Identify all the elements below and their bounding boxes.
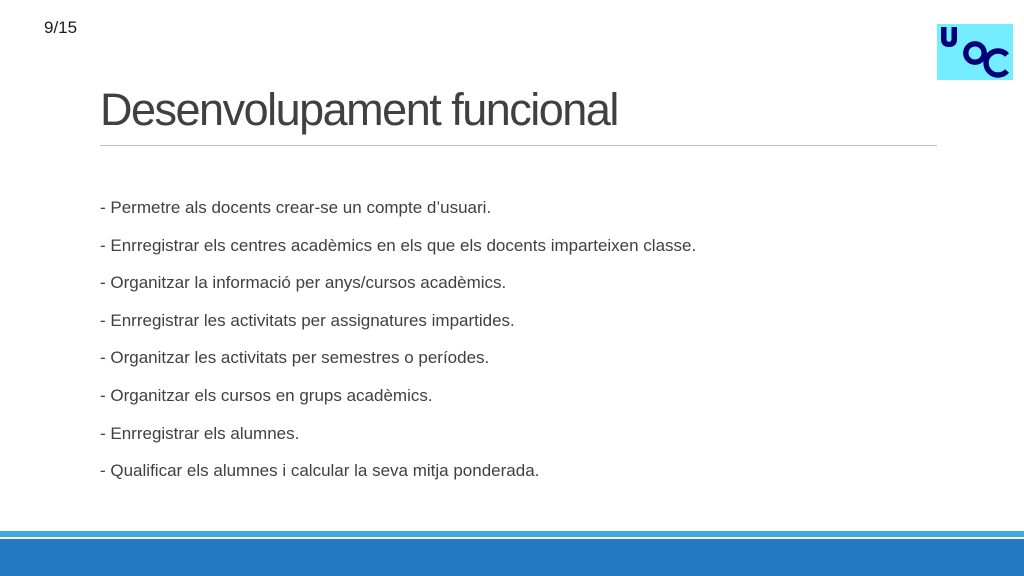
bullet-item: - Qualificar els alumnes i calcular la seva mitja ponderada. (100, 461, 540, 481)
footer-bar (0, 539, 1024, 576)
bullet-item: - Permetre als docents crear-se un compte d’usuari. (100, 198, 492, 217)
bullet-item: - Organitzar les activitats per semestres o períodes. (100, 348, 490, 368)
page-number: 9/15 (44, 18, 78, 37)
title-divider (100, 145, 937, 146)
bullet-item: - Enrregistrar els centres acadèmics en els que els docents imparteixen classe. (100, 235, 697, 255)
slide-title: Desenvolupament funcional (100, 84, 618, 135)
bullet-item: - Organitzar la informació per anys/cursos acadèmics. (100, 273, 507, 293)
bullet-list (100, 196, 696, 497)
bullet-item: - Enrregistrar els alumnes. (100, 423, 300, 443)
bullet-item: - Enrregistrar les activitats per assignatures impartides. (100, 310, 515, 330)
footer-accent-line (0, 531, 1024, 537)
uoc-logo-mark (937, 24, 1013, 80)
bullet-item: - Organitzar els cursos en grups acadèmics. (100, 385, 433, 405)
uoc-logo (937, 24, 1013, 80)
